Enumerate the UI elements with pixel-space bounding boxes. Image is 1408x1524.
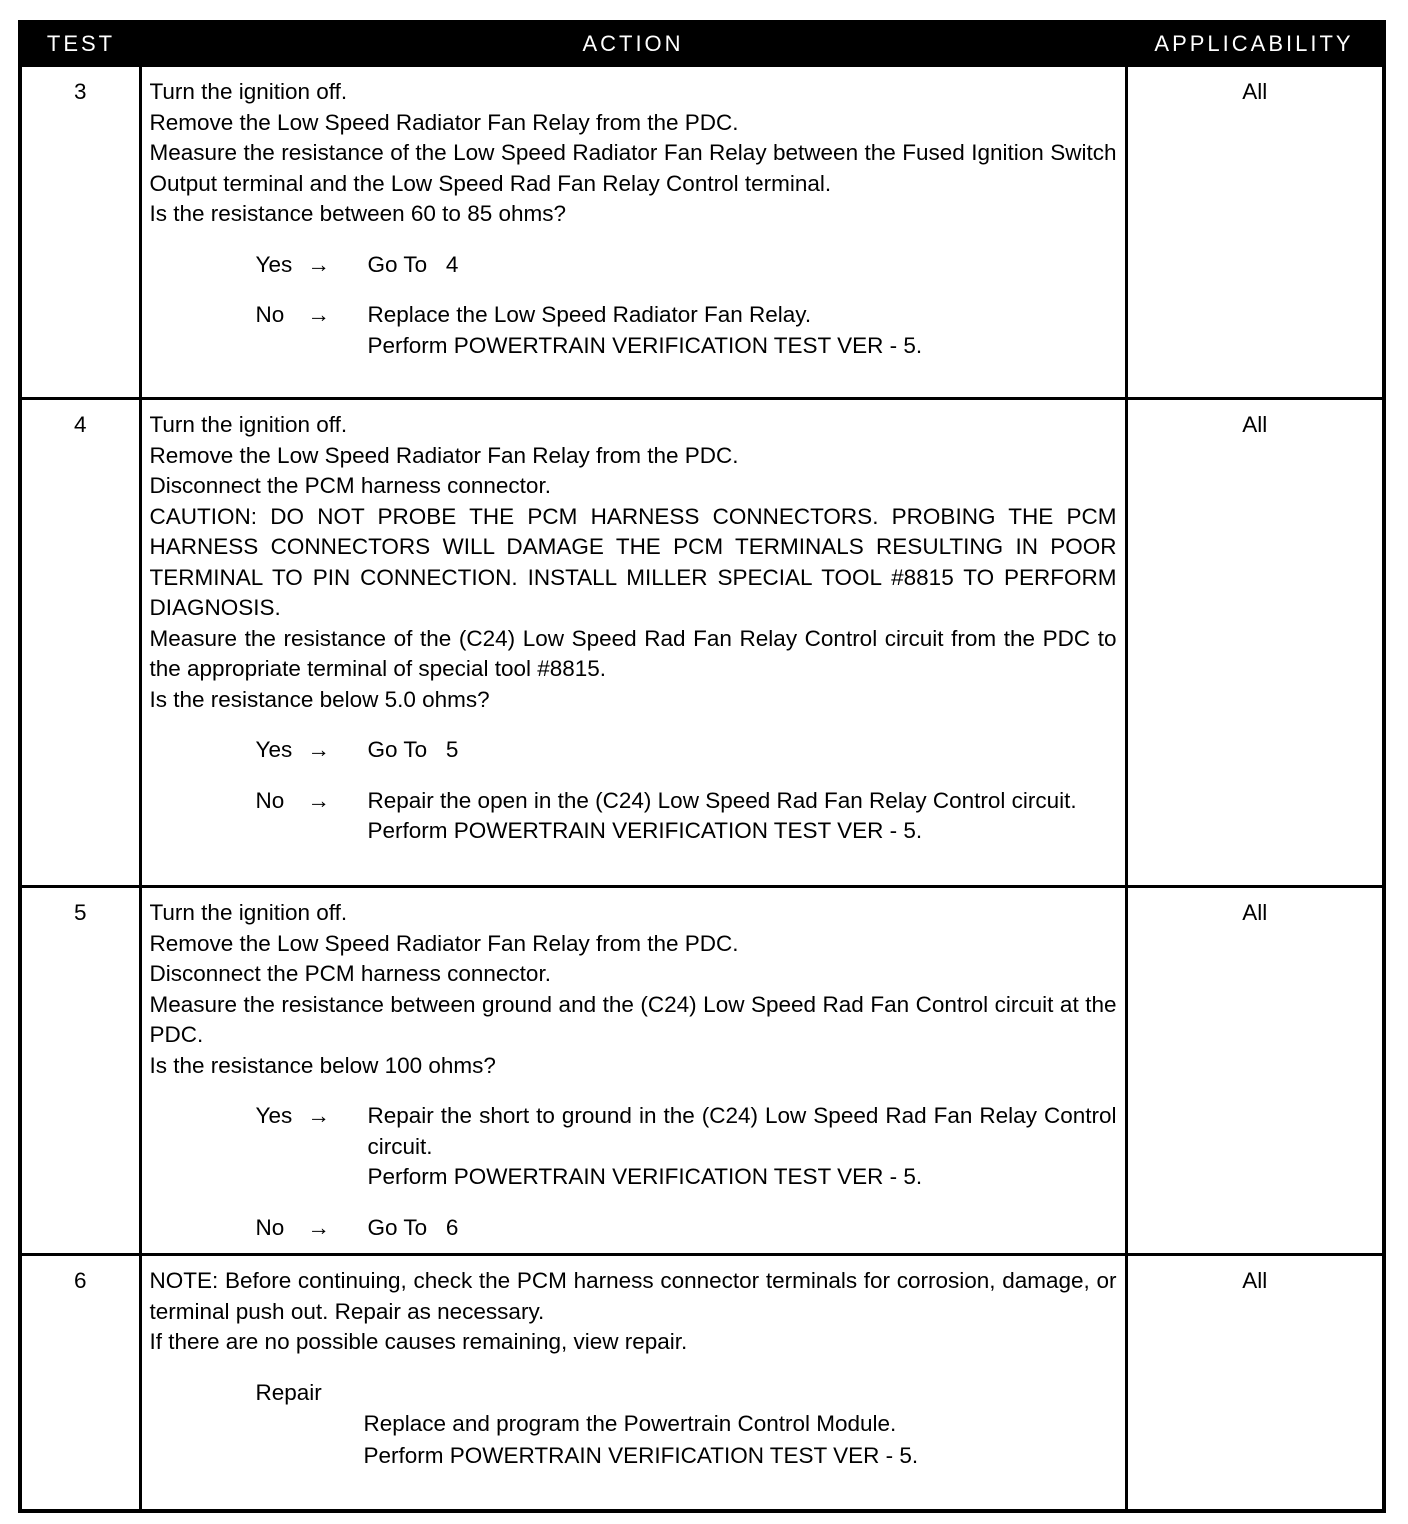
- repair-label: Repair: [255, 1379, 322, 1405]
- table-row: [20, 1255, 1384, 1511]
- header-test: TEST: [20, 22, 140, 66]
- action-line: Measure the resistance of the (C24) Low Speed Rad Fan Relay Control circuit from the PDC to the appropriate terminal of special tool #8815.: [149, 625, 1117, 681]
- action-line: Remove the Low Speed Radiator Fan Relay from the PDC.: [149, 109, 739, 135]
- action-cell: [140, 66, 1126, 399]
- arrow-icon: →: [307, 1214, 330, 1240]
- answer-result: [368, 1101, 1117, 1193]
- answer-result: [368, 250, 1117, 281]
- action-line: Remove the Low Speed Radiator Fan Relay from the PDC.: [149, 930, 739, 956]
- result-line: Perform POWERTRAIN VERIFICATION TEST VER - 5.: [367, 1164, 923, 1189]
- answer-key: No: [255, 787, 285, 813]
- arrow-icon: →: [307, 251, 330, 277]
- action-line: Turn the ignition off.: [149, 412, 348, 437]
- answer-key: No: [255, 1214, 285, 1240]
- arrow-icon: →: [307, 1103, 330, 1128]
- note-text: NOTE: Before continuing, check the PCM harness connector terminals for corrosion, damage, or terminal push out. Repair as necessary.: [149, 1268, 1117, 1324]
- action-line: Turn the ignition off.: [149, 900, 348, 925]
- result-line: Replace the Low Speed Radiator Fan Relay.: [367, 302, 812, 327]
- diagnostic-table-page: [18, 20, 1382, 1513]
- arrow-icon: →: [307, 302, 330, 327]
- result-line: Go To 4: [367, 251, 459, 277]
- answer-key: Yes: [255, 251, 293, 277]
- answer-key: No: [255, 302, 285, 327]
- answer-result: [368, 1213, 1117, 1244]
- arrow-icon: →: [307, 787, 330, 813]
- test-number: 3: [20, 66, 140, 399]
- answer-yes: [256, 250, 1117, 281]
- action-line: Is the resistance between 60 to 85 ohms?: [149, 201, 567, 226]
- answer-result: [368, 786, 1117, 847]
- repair-line: Replace and program the Powertrain Control Module.: [363, 1411, 897, 1436]
- answer-yes: [256, 735, 1117, 766]
- answer-result: [368, 735, 1117, 766]
- action-line: Is the resistance below 5.0 ohms?: [149, 686, 490, 712]
- diagnostic-table: [18, 20, 1386, 1513]
- action-line: Disconnect the PCM harness connector.: [149, 473, 551, 498]
- result-line: Repair the open in the (C24) Low Speed Rad Fan Relay Control circuit.: [367, 787, 1077, 813]
- test-number: 5: [20, 887, 140, 1255]
- action-cell: [140, 887, 1126, 1255]
- answer-no: [256, 786, 1117, 847]
- answer-yes: [256, 1101, 1117, 1193]
- repair-line: Perform POWERTRAIN VERIFICATION TEST VER - 5.: [363, 1443, 919, 1468]
- action-line: Remove the Low Speed Radiator Fan Relay from the PDC.: [149, 442, 739, 468]
- result-line: Perform POWERTRAIN VERIFICATION TEST VER - 5.: [367, 332, 923, 358]
- action-cell: [140, 399, 1126, 887]
- result-line: Go To 6: [367, 1214, 459, 1240]
- result-line: Go To 5: [367, 737, 459, 762]
- action-cell: [140, 1255, 1126, 1511]
- action-line: Is the resistance below 100 ohms?: [149, 1052, 496, 1078]
- answer-result: [368, 300, 1117, 361]
- action-line: Measure the resistance between ground and the (C24) Low Speed Rad Fan Control circuit at the PDC.: [149, 991, 1117, 1047]
- table-row: [20, 399, 1384, 887]
- test-number: 6: [20, 1255, 140, 1511]
- action-line: Turn the ignition off.: [149, 79, 348, 104]
- arrow-icon: →: [307, 737, 330, 762]
- answer-key: Yes: [255, 1103, 293, 1128]
- applicability-value: All: [1126, 66, 1384, 399]
- applicability-value: All: [1126, 1255, 1384, 1511]
- header-action: ACTION: [140, 22, 1126, 66]
- table-header-row: [20, 22, 1384, 66]
- answer-key: Yes: [255, 737, 293, 762]
- caution-text: CAUTION: DO NOT PROBE THE PCM HARNESS CONNECTORS. PROBING THE PCM HARNESS CONNECTORS WILL DAMAGE THE PCM TERMINALS RESULTING IN POOR TERMINAL TO PIN CONNECTION. INSTALL MILLER SPECIAL TOOL #8815 TO PERFORM DIAGNOSIS.: [149, 503, 1117, 620]
- action-line: Measure the resistance of the Low Speed Radiator Fan Relay between the Fused Ignition Switch Output terminal and the Low Speed Rad Fan Relay Control terminal.: [149, 140, 1117, 196]
- action-line: If there are no possible causes remaining, view repair.: [149, 1329, 688, 1354]
- result-line: Perform POWERTRAIN VERIFICATION TEST VER - 5.: [367, 818, 923, 843]
- action-line: Disconnect the PCM harness connector.: [149, 961, 551, 986]
- answer-no: [256, 1213, 1117, 1244]
- applicability-value: All: [1126, 887, 1384, 1255]
- table-row: [20, 66, 1384, 399]
- result-line: Repair the short to ground in the (C24) Low Speed Rad Fan Relay Control circuit.: [367, 1103, 1117, 1159]
- test-number: 4: [20, 399, 140, 887]
- applicability-value: All: [1126, 399, 1384, 887]
- table-row: [20, 887, 1384, 1255]
- header-applicability: APPLICABILITY: [1126, 22, 1384, 66]
- answer-no: [256, 300, 1117, 361]
- repair-steps: [364, 1408, 1117, 1472]
